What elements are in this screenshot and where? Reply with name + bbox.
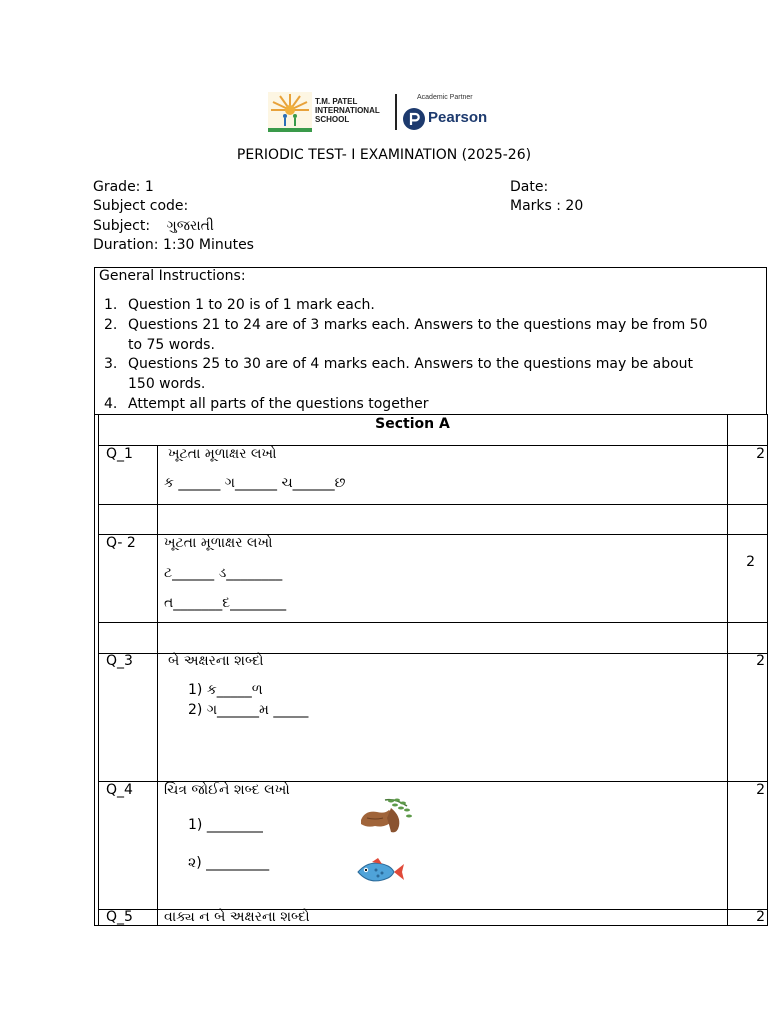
- question-marks: 2: [756, 653, 765, 669]
- instruction-number: 1.: [104, 297, 118, 313]
- question-text: વાક્ય ન બે અક્ષરના શબ્દો: [164, 909, 310, 925]
- date-label: Date:: [510, 179, 549, 195]
- pearson-logo: [403, 94, 501, 132]
- grade-label: Grade: 1: [93, 179, 154, 195]
- fish-icon: [354, 856, 406, 888]
- instruction-number: 2.: [104, 317, 118, 333]
- section-title: Section A: [375, 416, 450, 432]
- logo-divider: [395, 94, 397, 130]
- question-id: Q_3: [106, 653, 133, 669]
- table-column-line: [727, 415, 728, 925]
- question-marks: 2: [756, 782, 765, 798]
- question-id: Q_1: [106, 446, 133, 462]
- school-name-line: T.M. PATEL: [315, 97, 358, 106]
- instruction-text: 150 words.: [128, 376, 206, 392]
- question-marks: 2: [746, 554, 755, 570]
- instruction-text: Questions 21 to 24 are of 3 marks each. Answers to the questions may be from 50: [128, 317, 708, 333]
- instructions-box: [94, 267, 767, 415]
- table-row-line: [98, 622, 767, 623]
- instruction-number: 4.: [104, 396, 118, 412]
- question-text: ખૂટતા મૂળાક્ષર લખો: [164, 535, 273, 551]
- answer-blank: ત_______દ________: [164, 595, 287, 611]
- answer-blank: 1) ________: [188, 817, 263, 833]
- question-id: Q- 2: [106, 535, 136, 551]
- instruction-text: Attempt all parts of the questions together: [128, 396, 429, 412]
- exam-title: PERIODIC TEST- I EXAMINATION (2025-26): [236, 147, 532, 163]
- instructions-heading: General Instructions:: [99, 268, 246, 284]
- table-border-line: [98, 415, 99, 925]
- instruction-number: 3.: [104, 356, 118, 372]
- answer-blank: 2) ગ______મ _____: [188, 702, 309, 718]
- answer-blank: ક ______ ગ______ ચ______છ: [164, 475, 346, 491]
- instruction-text: Questions 25 to 30 are of 4 marks each. Answers to the questions may be about: [128, 356, 694, 372]
- partner-label: Academic Partner: [417, 94, 473, 101]
- answer-blank: ટ______ ડ________: [164, 565, 283, 581]
- school-name-line: SCHOOL: [315, 115, 350, 124]
- question-table: [94, 414, 768, 926]
- school-logo: [268, 92, 390, 132]
- tamarind-icon: [355, 796, 415, 840]
- duration-label: Duration: 1:30 Minutes: [93, 237, 254, 253]
- marks-label: Marks : 20: [510, 198, 584, 214]
- subject-label: Subject:: [93, 218, 151, 234]
- subject-value: ગુજરાતી: [166, 218, 214, 234]
- pearson-p-icon: [403, 108, 425, 130]
- question-text: ચિત્ર જોઈને શબ્દ લખો: [164, 782, 290, 798]
- question-text: ખૂટતા મૂળાક્ષર લખો: [168, 446, 277, 462]
- school-name-line: INTERNATIONAL: [315, 106, 380, 115]
- question-text: બે અક્ષરના શબ્દો: [168, 653, 264, 669]
- subject-row: [93, 218, 214, 234]
- instruction-text: Question 1 to 20 is of 1 mark each.: [128, 297, 375, 313]
- question-marks: 2: [756, 909, 765, 925]
- question-id: Q_5: [106, 909, 133, 925]
- answer-blank: ૨) _________: [188, 855, 270, 871]
- answer-blank: 1) ક_____ળ: [188, 682, 263, 698]
- table-row-line: [98, 504, 767, 505]
- question-id: Q_4: [106, 782, 133, 798]
- instruction-text: to 75 words.: [128, 337, 215, 353]
- subject-code-label: Subject code:: [93, 198, 189, 214]
- school-emblem-icon: [268, 92, 312, 132]
- partner-name: Pearson: [428, 109, 488, 126]
- question-marks: 2: [756, 446, 765, 462]
- table-column-line: [157, 445, 158, 925]
